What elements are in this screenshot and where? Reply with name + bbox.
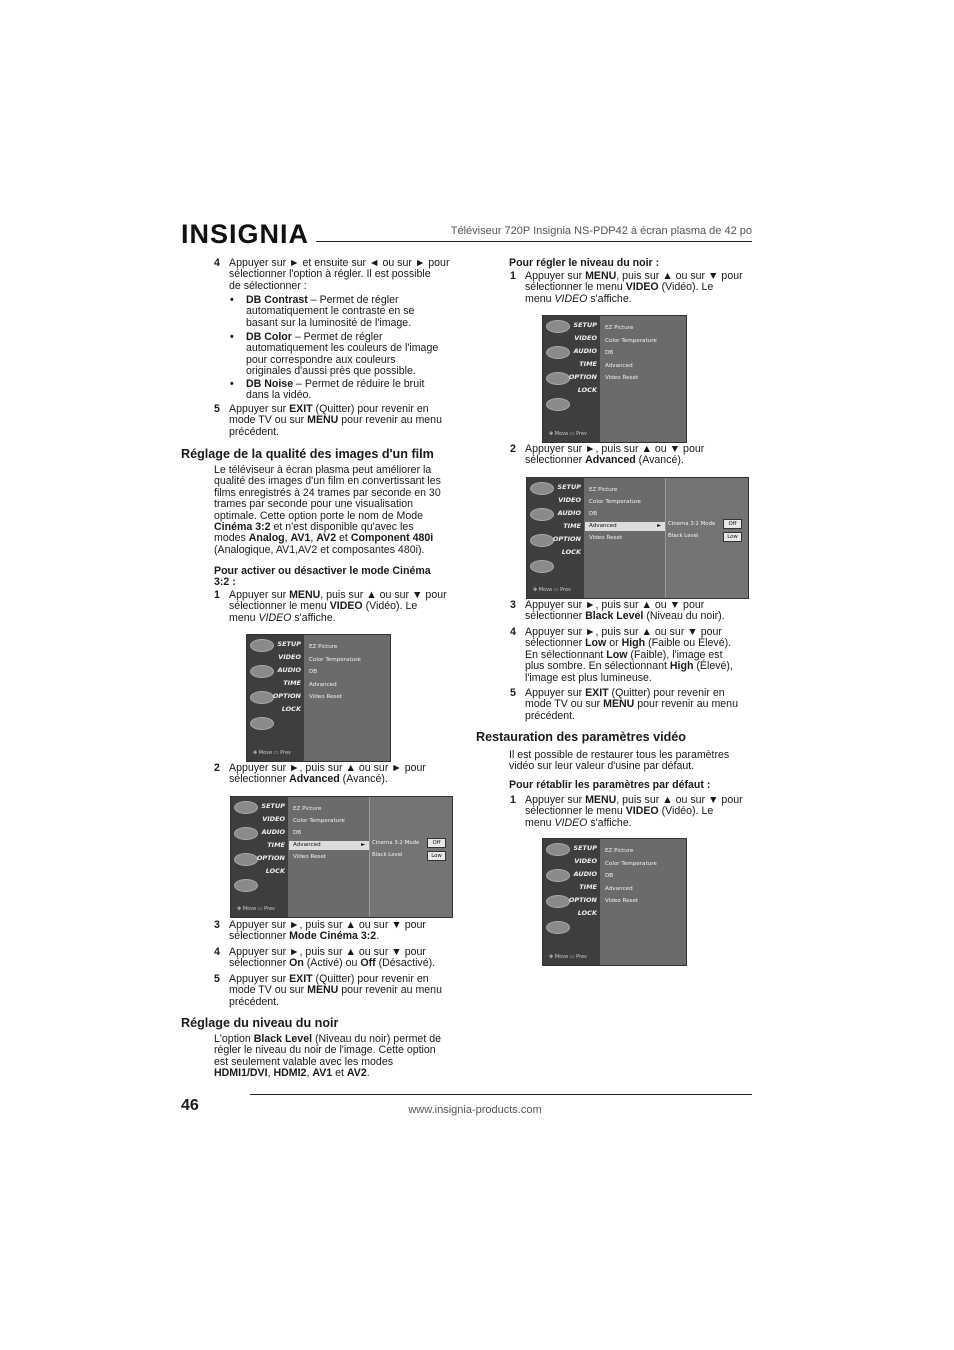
text-span: menu <box>525 816 555 829</box>
black-step-1 <box>510 271 755 305</box>
menu-video-italic: VIDEO <box>554 816 588 829</box>
tv-menu-footer: ✥ Move ▭ Prev <box>549 431 587 437</box>
black-step-3 <box>510 600 755 623</box>
text-line: originales d'aussi près que possible. <box>246 365 416 378</box>
step-number: 5 <box>214 403 220 415</box>
text-span: sélectionner le menu <box>525 281 626 294</box>
menu-color-temperature: Color Temperature <box>589 499 641 505</box>
text-span: (Avancé). <box>635 454 684 467</box>
text-line: basant sur la luminosité de l'image. <box>246 316 412 329</box>
text-span: (Élevé), <box>693 660 733 673</box>
tab-video: VIDEO <box>262 815 285 823</box>
text-span: L'option <box>214 1033 254 1045</box>
disc-icon <box>530 534 554 547</box>
text-line: précédent. <box>229 995 280 1008</box>
tv-menu-video-screenshot <box>542 315 687 443</box>
step-number: 1 <box>214 589 220 601</box>
term: Component 480i <box>350 532 434 545</box>
black-step-2 <box>510 444 755 467</box>
tab-option: OPTION <box>552 535 581 543</box>
step-number: 3 <box>214 919 220 931</box>
text-span: s'affiche. <box>587 816 632 829</box>
tv-menu-footer: ✥ Move ▭ Prev <box>549 954 587 960</box>
step-number: 3 <box>510 599 516 611</box>
step-number: 4 <box>214 946 220 958</box>
bullet-db-color <box>230 332 470 378</box>
key-menu: MENU <box>603 698 635 711</box>
step-5-block <box>214 404 464 438</box>
term: Advanced <box>289 773 340 786</box>
text-span: (Vidéo). Le <box>658 805 714 818</box>
menu-advanced-selected <box>585 522 665 531</box>
text-span: sélectionner le menu <box>525 805 626 818</box>
text-span: Appuyer sur <box>229 589 290 601</box>
text-span: , puis sur ▲ ou sur ▼ pour <box>320 589 447 601</box>
text-span: – Permet de régler <box>291 331 383 343</box>
submenu-cinema-32-mode: Cinema 3:2 Mode <box>668 521 716 527</box>
text-line: automatiquement les couleurs de l'image <box>246 342 439 355</box>
tab-time: TIME <box>579 360 597 368</box>
bullet-dot: • <box>230 294 234 306</box>
text-span: En sélectionnant <box>525 648 607 661</box>
tv-menu-sidebar <box>231 797 288 917</box>
advanced-submenu <box>369 797 453 917</box>
tab-setup: SETUP <box>557 483 581 491</box>
menu-ez-picture: EZ Picture <box>605 325 634 331</box>
term: On <box>289 957 304 970</box>
text-span: (Activé) ou <box>303 957 361 970</box>
text-span: pour revenir au menu <box>338 984 442 997</box>
cinema-step-4 <box>214 947 464 970</box>
tab-lock: LOCK <box>265 867 285 875</box>
bullet-db-contrast <box>230 295 470 329</box>
submenu-cinema-32-mode: Cinema 3:2 Mode <box>372 840 420 846</box>
text-span: sélectionner <box>229 773 290 786</box>
subheading-cinema-mode <box>214 566 464 589</box>
tab-setup: SETUP <box>573 844 597 852</box>
text-line: sélectionner l'option à régler. Il est possible <box>229 268 431 281</box>
key-exit: EXIT <box>585 687 609 699</box>
key-menu: MENU <box>289 589 321 601</box>
key-menu: MENU <box>307 414 339 427</box>
tab-setup: SETUP <box>277 640 301 648</box>
tab-lock: LOCK <box>561 548 581 556</box>
text-line: Il est possible de restaurer tous les paramètres <box>509 749 730 761</box>
tv-menu-footer: ✥ Move ▭ Prev <box>237 906 275 912</box>
tab-time: TIME <box>579 883 597 891</box>
tab-audio: AUDIO <box>261 828 285 836</box>
text-span: modes <box>214 532 249 545</box>
step-number: 4 <box>510 626 516 638</box>
text-span: , <box>267 1067 274 1080</box>
chevron-right-icon: ► <box>361 842 366 848</box>
menu-color-temperature: Color Temperature <box>605 338 657 344</box>
page-number: 46 <box>181 1097 199 1114</box>
text-span: pour revenir au menu <box>634 698 738 711</box>
menu-video: VIDEO <box>625 281 659 294</box>
term: AV2 <box>316 532 337 545</box>
term: Mode Cinéma 3:2 <box>289 930 377 943</box>
text-line: pour correspondre aux couleurs <box>246 353 396 366</box>
term: Low <box>606 648 628 661</box>
text-span: , <box>310 532 317 545</box>
term: Cinéma 3:2 <box>214 521 271 534</box>
text-span: (Faible ou Élevé). <box>645 637 732 650</box>
text-span: Appuyer sur <box>525 687 586 699</box>
reset-step-1 <box>510 795 755 829</box>
footer-url[interactable]: www.insignia-products.com <box>408 1104 542 1116</box>
text-line: est seulement valable avec les modes <box>214 1055 394 1068</box>
text-span: s'affiche. <box>291 611 336 624</box>
cinema-step-5 <box>214 974 464 1008</box>
text-span: , puis sur ▲ ou sur ▼ pour <box>616 794 743 806</box>
text-span: (Quitter) pour revenir en <box>608 687 725 699</box>
tv-menu-sidebar <box>247 635 304 761</box>
menu-advanced: Advanced <box>309 682 337 688</box>
text-span: (Quitter) pour revenir en <box>312 403 429 415</box>
text-span: – Permet de réduire le bruit <box>293 378 425 390</box>
text-span: mode TV ou sur <box>525 698 604 711</box>
tv-menu-video-screenshot <box>542 838 687 966</box>
text-span: (Avancé). <box>339 773 388 786</box>
value-off: Off <box>427 838 446 848</box>
disc-icon <box>234 879 258 892</box>
text-line: précédent. <box>229 425 280 438</box>
tv-menu-video-screenshot <box>246 634 391 762</box>
term: AV2 <box>346 1067 367 1080</box>
chevron-right-icon: ► <box>657 523 662 529</box>
tab-video: VIDEO <box>558 496 581 504</box>
term: High <box>669 660 694 673</box>
menu-db: DB <box>309 669 318 675</box>
text-span: or <box>606 637 622 650</box>
text-span: (Faible), l'image est <box>627 648 723 661</box>
text-span: , <box>306 1067 313 1080</box>
text-span: (Quitter) pour revenir en <box>312 973 429 985</box>
tab-option: OPTION <box>568 896 597 904</box>
menu-color-temperature: Color Temperature <box>309 657 361 663</box>
text-span: (Niveau du noir). <box>643 610 725 623</box>
text-span: (Désactivé). <box>375 957 436 970</box>
tab-lock: LOCK <box>281 705 301 713</box>
term: DB Contrast <box>246 294 308 306</box>
step-number: 2 <box>214 762 220 774</box>
text-span: menu <box>525 292 555 305</box>
text-span: et n'est disponible qu'avec les <box>270 521 414 534</box>
tab-audio: AUDIO <box>573 870 597 878</box>
text-line: Appuyer sur ►, puis sur ▲ ou sur ▼ pour <box>525 626 722 638</box>
black-step-4 <box>510 627 755 684</box>
menu-ez-picture: EZ Picture <box>605 848 634 854</box>
text-line: l'image est plus lumineuse. <box>525 671 652 684</box>
text-span: Appuyer sur <box>229 973 290 985</box>
term: Black Level <box>253 1033 313 1045</box>
step-number: 5 <box>510 687 516 699</box>
tab-option: OPTION <box>256 854 285 862</box>
film-paragraph <box>214 465 464 556</box>
text-span: et <box>332 1067 347 1080</box>
cinema-step-3 <box>214 920 464 943</box>
disc-icon <box>546 320 570 333</box>
reset-paragraph <box>509 750 754 773</box>
value-off: Off <box>723 519 742 529</box>
text-span: Appuyer sur <box>525 270 586 282</box>
disc-icon <box>546 895 570 908</box>
text-line: dans la vidéo. <box>246 389 312 402</box>
menu-advanced: Advanced <box>293 842 321 848</box>
text-span: et <box>336 532 351 545</box>
menu-advanced: Advanced <box>605 363 633 369</box>
menu-advanced: Advanced <box>589 523 617 529</box>
tab-setup: SETUP <box>261 802 285 810</box>
menu-ez-picture: EZ Picture <box>293 806 322 812</box>
step-number: 2 <box>510 443 516 455</box>
text-line: optimale. Cette option porte le nom de Mode <box>214 509 424 522</box>
tab-time: TIME <box>563 522 581 530</box>
menu-video-reset: Video Reset <box>605 375 639 381</box>
term: AV1 <box>290 532 311 545</box>
menu-ez-picture: EZ Picture <box>589 487 618 493</box>
tv-menu-sidebar <box>543 839 600 965</box>
text-line: films enregistrés à 24 trames par seconde en 30 <box>214 486 441 499</box>
cinema-step-1 <box>214 590 464 624</box>
text-line: de sélectionner : <box>229 279 307 292</box>
tab-video: VIDEO <box>278 653 301 661</box>
step-number: 1 <box>510 794 516 806</box>
tab-audio: AUDIO <box>557 509 581 517</box>
tv-menu-advanced-screenshot <box>526 477 749 599</box>
disc-icon <box>250 691 274 704</box>
bullet-dot: • <box>230 331 234 343</box>
term: HDMI2 <box>273 1067 307 1080</box>
menu-color-temperature: Color Temperature <box>605 861 657 867</box>
tv-menu-advanced-screenshot <box>230 796 453 918</box>
text-line: Pour activer ou désactiver le mode Cinéma <box>214 565 431 577</box>
text-span: (Niveau du noir) permet de <box>312 1033 441 1045</box>
key-menu: MENU <box>307 984 339 997</box>
term: Black Level <box>585 610 644 623</box>
text-line: vidéo sur leur valeur d'usine par défaut. <box>509 760 695 773</box>
menu-advanced-selected <box>289 841 369 850</box>
text-line: automatiquement le contraste en se <box>246 305 415 318</box>
tab-video: VIDEO <box>574 857 597 865</box>
disc-icon <box>250 717 274 730</box>
key-exit: EXIT <box>289 403 313 415</box>
subheading-reset: Pour rétablir les paramètres par défaut : <box>509 779 711 791</box>
text-line: Appuyer sur ►, puis sur ▲ ou sur ▼ pour <box>229 919 426 931</box>
black-level-paragraph <box>214 1034 464 1080</box>
tab-option: OPTION <box>272 692 301 700</box>
step-number: 5 <box>214 973 220 985</box>
text-line: Appuyer sur ►, puis sur ▲ ou sur ▼ pour <box>229 946 426 958</box>
tv-menu-sidebar <box>543 316 600 442</box>
term: DB Color <box>246 331 292 343</box>
submenu-black-level: Black Level <box>668 533 699 539</box>
text-line: Appuyer sur ►, puis sur ▲ ou ▼ pour <box>525 599 705 611</box>
disc-icon <box>530 508 554 521</box>
text-span: Appuyer sur <box>525 794 586 806</box>
term: DB Noise <box>246 378 294 390</box>
text-span: (Vidéo). Le <box>658 281 714 294</box>
disc-icon <box>530 560 554 573</box>
text-span: sélectionner <box>525 610 586 623</box>
bullet-db-noise <box>230 379 470 402</box>
heading-black-level: Réglage du niveau du noir <box>181 1016 339 1030</box>
menu-db: DB <box>605 873 614 879</box>
value-low: Low <box>427 851 446 861</box>
menu-video-reset: Video Reset <box>605 898 639 904</box>
tab-time: TIME <box>283 679 301 687</box>
disc-icon <box>234 853 258 866</box>
disc-icon <box>250 639 274 652</box>
text-span: . <box>376 930 380 943</box>
text-line: trames par seconde pour une visualisation <box>214 498 414 511</box>
menu-color-temperature: Color Temperature <box>293 818 345 824</box>
menu-video-reset: Video Reset <box>589 535 623 541</box>
text-span: sélectionner le menu <box>229 600 330 613</box>
insignia-logo: INSIGNIA <box>181 219 310 249</box>
term: HDMI1/DVI <box>214 1067 268 1080</box>
text-line: Le téléviseur à écran plasma peut améliorer la <box>214 464 432 476</box>
tab-option: OPTION <box>568 373 597 381</box>
text-span: – Permet de régler <box>307 294 399 306</box>
submenu-black-level: Black Level <box>372 852 403 858</box>
menu-video-reset: Video Reset <box>293 854 327 860</box>
tab-audio: AUDIO <box>277 666 301 674</box>
key-exit: EXIT <box>289 973 313 985</box>
text-span: mode TV ou sur <box>229 984 308 997</box>
menu-video-italic: VIDEO <box>258 611 292 624</box>
heading-film-quality: Réglage de la qualité des images d'un film <box>181 447 434 461</box>
step-number: 1 <box>510 270 516 282</box>
key-menu: MENU <box>585 794 617 806</box>
text-span: s'affiche. <box>587 292 632 305</box>
menu-video: VIDEO <box>329 600 363 613</box>
term: Low <box>585 637 607 650</box>
term: Analog <box>248 532 285 545</box>
menu-advanced: Advanced <box>605 886 633 892</box>
text-span: , <box>284 532 291 545</box>
disc-icon <box>234 827 258 840</box>
header-rule <box>316 241 752 242</box>
disc-icon <box>234 801 258 814</box>
text-span: plus sombre. En sélectionnant <box>525 660 670 673</box>
step-number: 4 <box>214 257 220 269</box>
text-span: sélectionner <box>229 957 290 970</box>
term: High <box>621 637 646 650</box>
disc-icon <box>546 843 570 856</box>
disc-icon <box>546 921 570 934</box>
text-span: sélectionner <box>525 454 586 467</box>
text-span: Appuyer sur <box>229 403 290 415</box>
step-4-block <box>214 258 464 292</box>
text-span: sélectionner <box>525 637 586 650</box>
cinema-step-2 <box>214 763 464 786</box>
tab-time: TIME <box>267 841 285 849</box>
disc-icon <box>250 665 274 678</box>
text-line: (Analogique, AV1,AV2 et composantes 480i). <box>214 543 425 556</box>
menu-ez-picture: EZ Picture <box>309 644 338 650</box>
tab-setup: SETUP <box>573 321 597 329</box>
term: AV1 <box>312 1067 333 1080</box>
disc-icon <box>546 346 570 359</box>
text-line: 3:2 : <box>214 576 236 589</box>
menu-video: VIDEO <box>625 805 659 818</box>
text-span: . <box>366 1067 370 1080</box>
disc-icon <box>546 398 570 411</box>
advanced-submenu <box>665 478 749 598</box>
text-line: Appuyer sur ► et ensuite sur ◄ ou sur ► pour <box>229 257 450 269</box>
term: Advanced <box>585 454 636 467</box>
heading-video-reset: Restauration des paramètres vidéo <box>476 730 686 744</box>
text-line: régler le niveau du noir de l'image. Cette option <box>214 1044 436 1057</box>
subheading-black-level: Pour régler le niveau du noir : <box>509 257 660 269</box>
tab-lock: LOCK <box>577 386 597 394</box>
disc-icon <box>546 869 570 882</box>
tv-menu-sidebar <box>527 478 584 598</box>
menu-db: DB <box>293 830 302 836</box>
tab-lock: LOCK <box>577 909 597 917</box>
text-line: qualité des images d'un film en convertissant les <box>214 475 441 488</box>
tab-audio: AUDIO <box>573 347 597 355</box>
text-span: pour revenir au menu <box>338 414 442 427</box>
disc-icon <box>546 372 570 385</box>
value-low: Low <box>723 532 742 542</box>
disc-icon <box>530 482 554 495</box>
text-line: Appuyer sur ►, puis sur ▲ ou ▼ pour <box>525 443 705 455</box>
tab-video: VIDEO <box>574 334 597 342</box>
text-span: (Vidéo). Le <box>362 600 418 613</box>
tv-menu-footer: ✥ Move ▭ Prev <box>253 750 291 756</box>
text-span: mode TV ou sur <box>229 414 308 427</box>
text-span: menu <box>229 611 259 624</box>
footer-rule <box>250 1094 752 1095</box>
key-menu: MENU <box>585 270 617 282</box>
menu-db: DB <box>605 350 614 356</box>
bullet-dot: • <box>230 378 234 390</box>
text-span: , puis sur ▲ ou sur ▼ pour <box>616 270 743 282</box>
menu-db: DB <box>589 511 598 517</box>
tv-menu-footer: ✥ Move ▭ Prev <box>533 587 571 593</box>
text-line: Appuyer sur ►, puis sur ▲ ou sur ► pour <box>229 762 426 774</box>
black-step-5 <box>510 688 755 722</box>
term: Off <box>360 957 376 970</box>
text-line: précédent. <box>525 709 576 722</box>
document-title: Téléviseur 720P Insignia NS-PDP42 à écran plasma de 42 po <box>450 225 752 237</box>
menu-video-reset: Video Reset <box>309 694 343 700</box>
menu-video-italic: VIDEO <box>554 292 588 305</box>
text-span: sélectionner <box>229 930 290 943</box>
